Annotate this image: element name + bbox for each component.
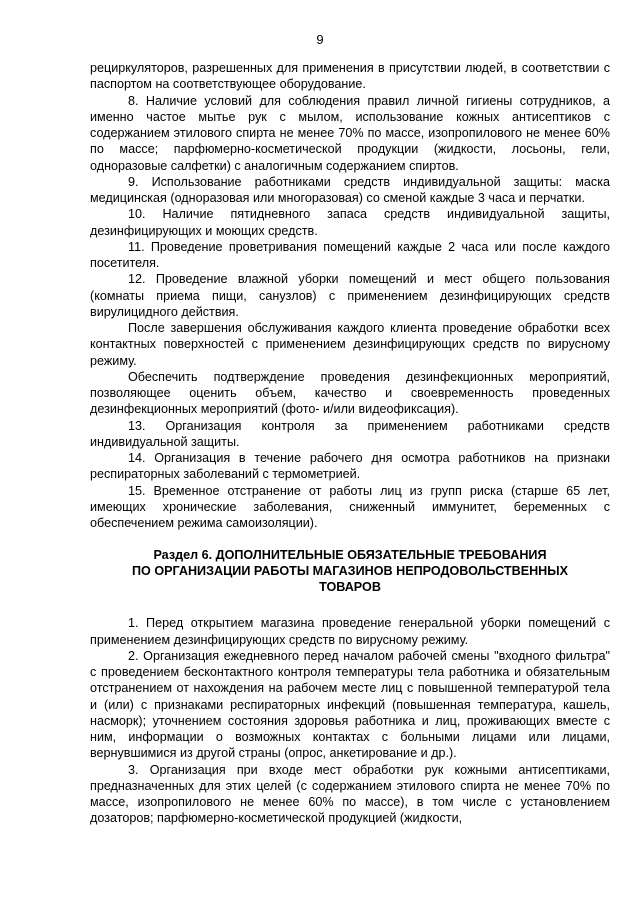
paragraph-item-13: 13. Организация контроля за применением работниками средств индивидуальной защиты. [90,418,610,449]
document-body [90,60,610,827]
section-heading [90,547,610,595]
section-heading-line-3: ТОВАРОВ [319,580,381,595]
paragraph-item-11: 11. Проведение проветривания помещений каждые 2 часа или после каждого посетителя. [90,239,610,270]
section-item-1: 1. Перед открытием магазина проведение генеральной уборки помещений с применением дезинфицирующих средств по вирусному режиму. [90,616,610,647]
paragraph-item-9: 9. Использование работниками средств индивидуальной защиты: маска медицинская (одноразовая или многоразовая) со сменой каждые 3 часа и перчатки. [90,174,610,205]
paragraph-item-14: 14. Организация в течение рабочего дня осмотра работников на признаки респираторных заболеваний с термометрией. [90,451,610,482]
paragraph-after-service: После завершения обслуживания каждого клиента проведение обработки всех контактных поверхностей с применением дезинфицирующих средств по вирусному режиму. [90,321,610,368]
section-item-3: 3. Организация при входе мест обработки рук кожными антисептиками, предназначенных для этих целей (с содержанием этилового спирта не менее 70% по массе, изопропилового не менее 60% по массе), в том числе с установлением дозаторов; парфюмерно-косметической продукцией (жидкости, [90,762,610,826]
paragraph-item-8: 8. Наличие условий для соблюдения правил личной гигиены сотрудников, а именно частое мытье рук с мылом, использование кожных антисептиков с содержанием этилового спирта не менее 70% по массе, изопропилового не менее 60% по массе; парфюмерно-косметической продукции (жидкости, лосьоны, гели, одноразовые салфетки) с аналогичным содержанием спиртов. [90,93,610,173]
paragraph-continuation: рециркуляторов, разрешенных для применения в присутствии людей, в соответствии с паспортом на соответствующее оборудование. [90,61,610,92]
section-item-2: 2. Организация ежедневного перед началом рабочей смены "входного фильтра" с проведением бесконтактного контроля температуры тела работника и обязательным отстранением от нахождения на рабочем месте лиц с повышенной температурой тела и (или) с признаками респираторных инфекций (повышенная температура, кашель, насморк); уточнением состояния здоровья работника и лиц, проживающих вместе с ним, информации о возможных контактах с больными лицами или лицами, вернувшимися из другой страны (опрос, анкетирование и др.). [90,648,610,761]
paragraph-item-12: 12. Проведение влажной уборки помещений и мест общего пользования (комнаты приема пищи, санузлов) с применением дезинфицирующих средств вирулицидного действия. [90,272,610,319]
section-heading-line-1: Раздел 6. ДОПОЛНИТЕЛЬНЫЕ ОБЯЗАТЕЛЬНЫЕ ТРЕБОВАНИЯ [153,548,547,563]
paragraph-disinfection-confirmation: Обеспечить подтверждение проведения дезинфекционных мероприятий, позволяющее оценить объем, качество и своевременность проведенных дезинфекционных мероприятий (фото- и/или видеофиксация). [90,369,610,417]
paragraph-item-10: 10. Наличие пятидневного запаса средств индивидуальной защиты, дезинфицирующих и моющих средств. [90,207,610,238]
paragraph-item-15: 15. Временное отстранение от работы лиц из групп риска (старше 65 лет, имеющих хронические заболевания, сниженный иммунитет, беременных с обеспечением режима самоизоляции). [90,483,610,530]
section-heading-line-2: ПО ОРГАНИЗАЦИИ РАБОТЫ МАГАЗИНОВ НЕПРОДОВОЛЬСТВЕННЫХ [131,564,569,579]
page-number: 9 [316,32,324,47]
